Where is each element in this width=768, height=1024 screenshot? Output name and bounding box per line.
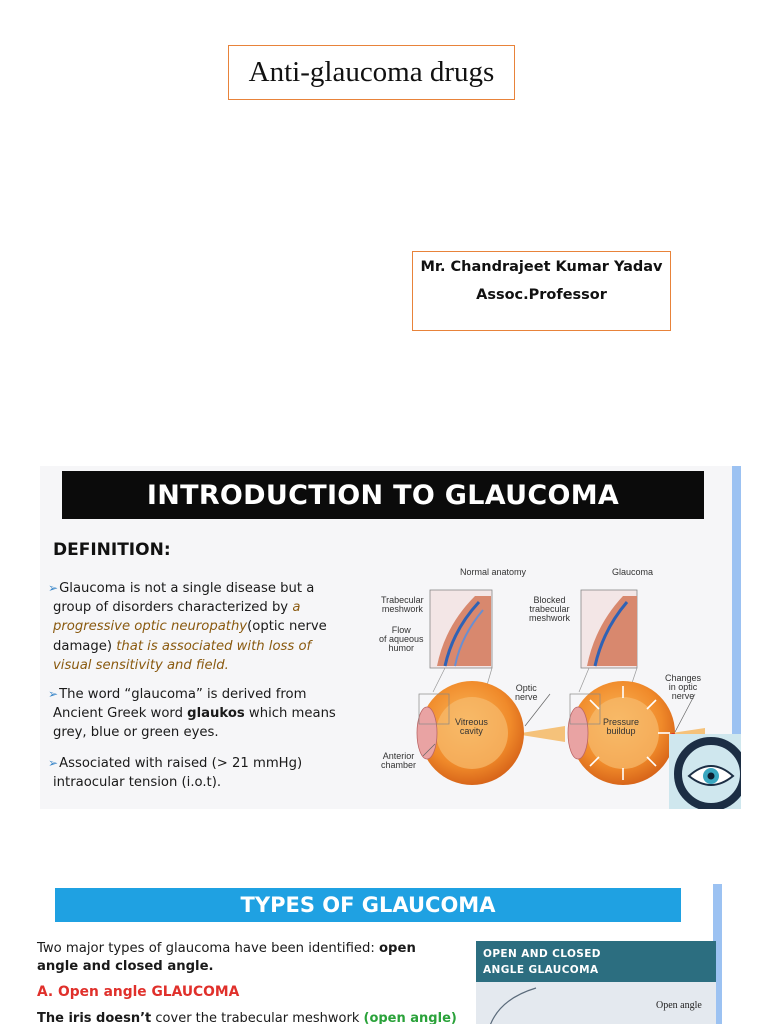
label-changes-optic-nerve: Changes in optic nerve [665,673,702,701]
bullet-text: grey, blue or green eyes. [53,725,219,741]
label-blocked-meshwork: Blocked trabecular meshwork [529,595,571,623]
label-optic-nerve: Optic nerve [515,683,538,702]
bullet-text: Glaucoma is not a single disease but a [59,581,315,596]
label-pressure-buildup: Pressure buildup [603,717,640,736]
bullet-text: intraocular tension (i.o.t). [53,775,222,791]
label-anterior-chamber: Anterior chamber [381,751,417,770]
iris-green-text: (open angle) [363,1011,457,1024]
card-title-line: ANGLE GLAUCOMA [483,964,599,976]
bullet-text: damage) [53,638,117,654]
intro-text: Two major types of glaucoma have been identified: [37,941,379,956]
eye-diagram [375,566,705,786]
label-flow-aqueous-humor: Flow of aqueous humor [379,625,424,653]
slide-banner: INTRODUCTION TO GLAUCOMA [62,471,704,519]
slide-types-of-glaucoma [28,884,722,1024]
document-title: Anti-glaucoma drugs [248,56,495,88]
iris-text: cover the trabecular meshwork [151,1011,364,1024]
bullet-italic-text: progressive optic neuropathy [53,619,248,635]
definition-heading: DEFINITION: [53,540,171,560]
bullet-pressure [48,754,348,792]
author-role: Assoc.Professor [476,287,607,303]
iris-statement [37,1011,477,1024]
bullet-arrow-icon: ➢ [48,756,59,770]
bullet-text: Ancient Greek word [53,706,188,722]
bullet-text: which means [244,706,336,722]
iris-bold-text: The iris doesn’t [37,1011,152,1024]
slide-introduction [40,466,741,809]
bullet-italic-text: a [292,600,301,616]
label-normal-anatomy: Normal anatomy [460,567,527,577]
bullet-italic-text: that is associated with loss of [116,638,312,654]
intro-paragraph [37,940,447,976]
card-header [476,941,716,982]
intro-bold-text: open angle and closed angle. [37,941,416,974]
slide-banner: TYPES OF GLAUCOMA [55,888,681,922]
author-name: Mr. Chandrajeet Kumar Yadav [420,259,663,275]
card-title-line: OPEN AND CLOSED [483,948,601,960]
bullet-text: The word “glaucoma” is derived from [59,687,307,702]
bullet-text: (optic nerve [247,619,327,635]
label-glaucoma: Glaucoma [612,567,654,577]
bullet-italic-text: visual sensitivity and field. [53,657,229,673]
bullet-definition [48,579,348,675]
bullet-arrow-icon: ➢ [48,581,59,595]
bullet-arrow-icon: ➢ [48,687,59,701]
bullet-text: group of disorders characterized by [53,600,293,616]
label-vitreous-cavity: Vitreous cavity [455,717,488,736]
open-angle-heading: A. Open angle GLAUCOMA [37,984,240,1000]
title-box [228,45,515,100]
open-closed-angle-card [476,941,716,1024]
open-angle-label: Open angle [656,1000,702,1011]
label-trabecular-meshwork: Trabecular meshwork [381,595,424,614]
author-box [412,251,671,331]
bullet-text: Associated with raised (> 21 mmHg) [59,756,303,771]
bullet-bold-text: glaukos [187,706,245,722]
eye-logo-icon [669,734,741,809]
bullet-etymology [48,685,348,743]
